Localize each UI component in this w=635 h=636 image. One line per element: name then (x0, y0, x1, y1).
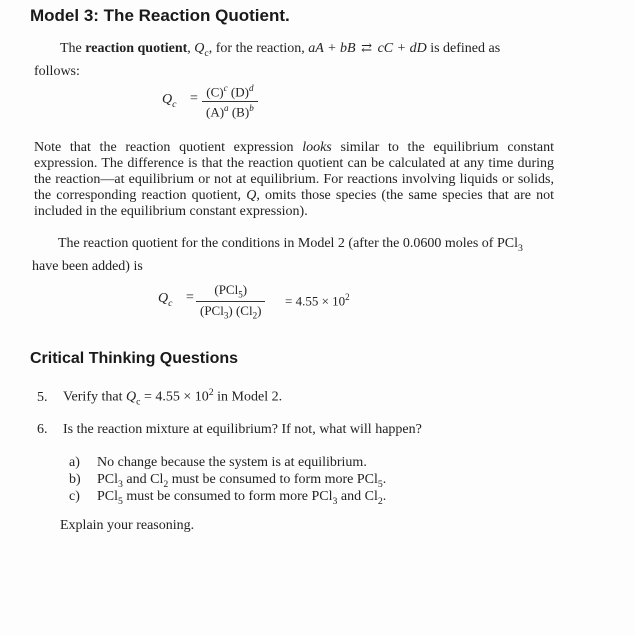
reaction-reactants: aA + bB (308, 41, 356, 56)
intro-paragraph (34, 39, 574, 81)
term-reaction-quotient: reaction quotient (85, 41, 188, 56)
specific-denominator: (PCl$_3$) $(Cl_2)$ (196, 301, 265, 321)
option-c: c) PCl$_5$ must be consumed to form more PCl$_3$ and $Cl_2$. (69, 489, 387, 507)
intro-text: , for the reaction, (208, 41, 309, 56)
specific-numerator: (PCl$_5$) (214, 282, 248, 300)
specific-qc-label: $Q_c$ (158, 291, 173, 309)
equilibrium-arrow-icon: ⇄ (361, 40, 373, 55)
qc-subscript: c (204, 47, 209, 59)
specific-fraction (196, 282, 265, 320)
intro-text: , (187, 41, 195, 56)
section-heading: Critical Thinking Questions (30, 350, 239, 367)
general-qc-label: $Q_c$ (162, 92, 177, 110)
conditions-paragraph: The reaction quotient for the conditions in Model 2 (after the 0.0600 moles of PCl$_3$ have been added) is (32, 235, 572, 276)
intro-line2: follows: (34, 63, 80, 79)
specific-equals: = (186, 290, 194, 305)
general-numerator: $(C)^c$ $(D)^d$ (206, 83, 254, 100)
note-paragraph: Note that the reaction quotient expression looks similar to the equilibrium constant expression. The difference is that the reaction quotient can be calculated at any time during the reaction—at equilibrium or not at equilibrium. For reactions involving liquids or solids, the corresponding reaction quotient, Q, omits those species (the same species that are not included in the equilibrium constant expression). (34, 140, 554, 219)
option-b: b) PCl$_3$ and $Cl_2$ must be consumed to form more PCl$_5$. (69, 472, 387, 490)
option-a: a) No change because the system is at equilibrium. (69, 455, 367, 470)
explain-prompt: Explain your reasoning. (60, 518, 195, 533)
question-6: 6. Is the reaction mixture at equilibrium? If not, what will happen? (37, 422, 422, 437)
question-5: 5. Verify that $Q_c = 4.55 \times 10^2$ in Model 2. (37, 387, 283, 408)
general-equals: = (190, 91, 198, 106)
intro-text: is defined as (426, 41, 501, 56)
reaction-products: cC + dD (377, 41, 427, 56)
qc-result: = $4.55 \times 10^2$ (285, 292, 350, 309)
conditions-line2: have been added) is (32, 258, 143, 274)
emphasis-looks: looks (302, 140, 332, 155)
qc-symbol: Q (194, 41, 205, 56)
page-title: Model 3: The Reaction Quotient. (30, 6, 290, 25)
general-fraction (202, 83, 258, 121)
q-symbol: Q (246, 188, 257, 203)
intro-text: The (60, 41, 86, 56)
general-denominator: $(A)^a$ $(B)^b$ (202, 101, 258, 120)
